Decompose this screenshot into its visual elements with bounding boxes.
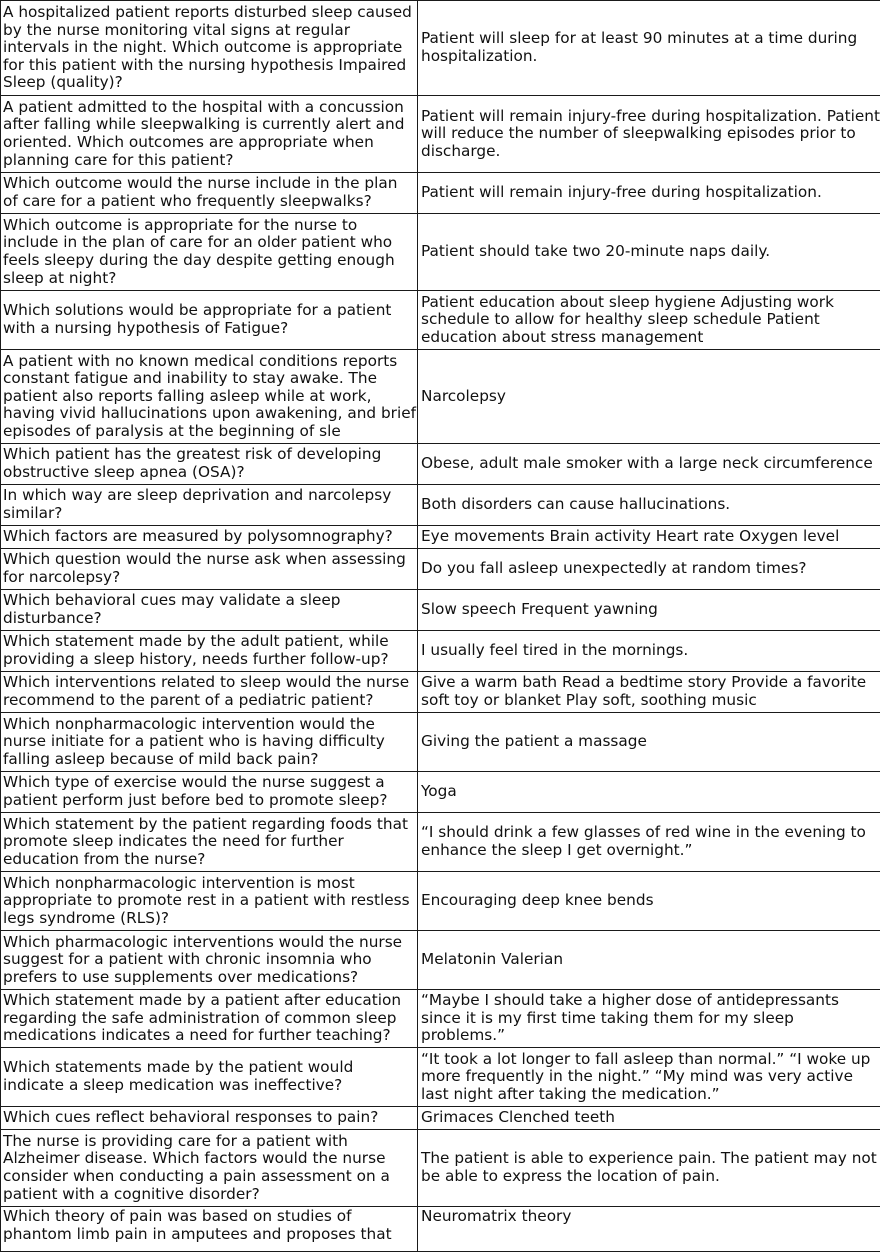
answer-cell: Patient should take two 20-minute naps daily. — [418, 214, 880, 291]
answer-cell: Giving the patient a massage — [418, 713, 880, 772]
question-cell: The nurse is providing care for a patient with Alzheimer disease. Which factors would the nurse consider when conducting a pain assessment on a patient with a cognitive disorder? — [1, 1130, 418, 1207]
question-cell: A patient admitted to the hospital with a concussion after falling while sleepwalking is currently alert and oriented. Which outcomes are appropriate when planning care for this patient? — [1, 96, 418, 173]
question-cell: Which statements made by the patient would indicate a sleep medication was ineffective? — [1, 1048, 418, 1107]
answer-cell: Patient will sleep for at least 90 minutes at a time during hospitalization. — [418, 1, 880, 96]
answer-cell: I usually feel tired in the mornings. — [418, 631, 880, 672]
table-row — [1, 872, 880, 931]
question-cell: Which statement made by a patient after education regarding the safe administration of common sleep medications indicates a need for further teaching? — [1, 990, 418, 1048]
answer-cell: Patient will remain injury-free during hospitalization. Patient will reduce the number of sleepwalking episodes prior to discharge. — [418, 96, 880, 173]
table-row — [1, 813, 880, 872]
table-row — [1, 291, 880, 350]
question-cell: Which statement by the patient regarding foods that promote sleep indicates the need for further education from the nurse? — [1, 813, 418, 872]
question-cell: Which nonpharmacologic intervention is most appropriate to promote rest in a patient with restless legs syndrome (RLS)? — [1, 872, 418, 931]
question-cell: In which way are sleep deprivation and narcolepsy similar? — [1, 485, 418, 526]
table-row — [1, 1, 880, 96]
table-row — [1, 631, 880, 672]
question-cell: Which solutions would be appropriate for a patient with a nursing hypothesis of Fatigue? — [1, 291, 418, 350]
answer-cell: “Maybe I should take a higher dose of antidepressants since it is my first time taking them for my sleep problems.” — [418, 990, 880, 1048]
table-row — [1, 713, 880, 772]
question-cell: Which pharmacologic interventions would the nurse suggest for a patient with chronic insomnia who prefers to use supplements over medications? — [1, 931, 418, 990]
question-cell: Which type of exercise would the nurse suggest a patient perform just before bed to promote sleep? — [1, 772, 418, 813]
table-row — [1, 1048, 880, 1107]
table-row — [1, 173, 880, 214]
table-row — [1, 96, 880, 173]
answer-cell: The patient is able to experience pain. The patient may not be able to express the location of pain. — [418, 1130, 880, 1207]
table-row — [1, 1130, 880, 1207]
table-row — [1, 931, 880, 990]
table-row — [1, 485, 880, 526]
answer-cell: Yoga — [418, 772, 880, 813]
question-cell: Which outcome is appropriate for the nurse to include in the plan of care for an older patient who feels sleepy during the day despite getting enough sleep at night? — [1, 214, 418, 291]
table-row — [1, 549, 880, 590]
answer-cell: “I should drink a few glasses of red wine in the evening to enhance the sleep I get overnight.” — [418, 813, 880, 872]
question-cell: Which behavioral cues may validate a sleep disturbance? — [1, 590, 418, 631]
answer-cell: “It took a lot longer to fall asleep than normal.” “I woke up more frequently in the night.” “My mind was very active last night after taking the medication.” — [418, 1048, 880, 1107]
question-cell: Which theory of pain was based on studies of phantom limb pain in amputees and proposes that — [1, 1207, 418, 1252]
question-cell: Which interventions related to sleep would the nurse recommend to the parent of a pediatric patient? — [1, 672, 418, 713]
answer-cell: Obese, adult male smoker with a large neck circumference — [418, 444, 880, 485]
table-row — [1, 444, 880, 485]
question-cell: Which outcome would the nurse include in the plan of care for a patient who frequently sleepwalks? — [1, 173, 418, 214]
table-row — [1, 1107, 880, 1130]
answer-cell: Give a warm bath Read a bedtime story Provide a favorite soft toy or blanket Play soft, soothing music — [418, 672, 880, 713]
answer-cell: Both disorders can cause hallucinations. — [418, 485, 880, 526]
answer-cell: Slow speech Frequent yawning — [418, 590, 880, 631]
question-cell: Which statement made by the adult patient, while providing a sleep history, needs further follow-up? — [1, 631, 418, 672]
answer-cell: Eye movements Brain activity Heart rate Oxygen level — [418, 526, 880, 549]
question-cell: Which factors are measured by polysomnography? — [1, 526, 418, 549]
answer-cell: Encouraging deep knee bends — [418, 872, 880, 931]
answer-cell: Do you fall asleep unexpectedly at random times? — [418, 549, 880, 590]
answer-cell: Narcolepsy — [418, 350, 880, 444]
answer-cell: Patient education about sleep hygiene Adjusting work schedule to allow for healthy sleep schedule Patient education about stress management — [418, 291, 880, 350]
table-row — [1, 672, 880, 713]
question-cell: A patient with no known medical conditions reports constant fatigue and inability to stay awake. The patient also reports falling asleep while at work, having vivid hallucinations upon awakening, and brief episodes of paralysis at the beginning of sle — [1, 350, 418, 444]
table-row — [1, 590, 880, 631]
table-row — [1, 990, 880, 1048]
table-row — [1, 772, 880, 813]
flashcard-table-body — [1, 1, 880, 1252]
table-row — [1, 350, 880, 444]
answer-cell: Grimaces Clenched teeth — [418, 1107, 880, 1130]
answer-cell: Patient will remain injury-free during hospitalization. — [418, 173, 880, 214]
question-cell: A hospitalized patient reports disturbed sleep caused by the nurse monitoring vital signs at regular intervals in the night. Which outcome is appropriate for this patient with the nursing hypothesis Impaired Sleep (quality)? — [1, 1, 418, 96]
question-cell: Which cues reflect behavioral responses to pain? — [1, 1107, 418, 1130]
question-cell: Which nonpharmacologic intervention would the nurse initiate for a patient who is having difficulty falling asleep because of mild back pain? — [1, 713, 418, 772]
answer-cell: Neuromatrix theory — [418, 1207, 880, 1252]
table-row — [1, 526, 880, 549]
table-row — [1, 214, 880, 291]
question-cell: Which question would the nurse ask when assessing for narcolepsy? — [1, 549, 418, 590]
answer-cell: Melatonin Valerian — [418, 931, 880, 990]
question-cell: Which patient has the greatest risk of developing obstructive sleep apnea (OSA)? — [1, 444, 418, 485]
